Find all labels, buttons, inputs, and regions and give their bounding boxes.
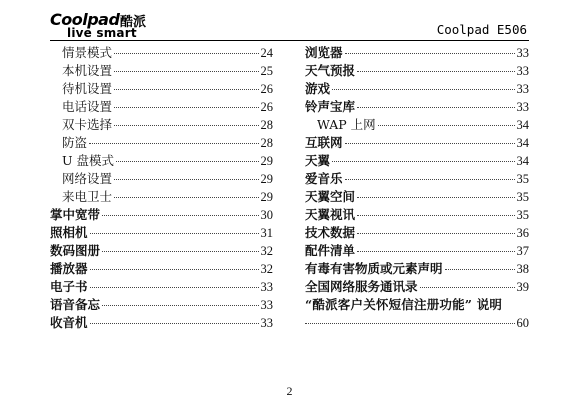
logo-tagline: live smart xyxy=(67,26,137,40)
dot-leader xyxy=(332,89,514,90)
toc-entry-page: 29 xyxy=(260,154,273,168)
toc-entry-page: 37 xyxy=(516,244,529,258)
dot-leader xyxy=(102,215,258,216)
page-header xyxy=(0,0,579,44)
toc-entry-title: 照相机 xyxy=(50,225,88,240)
dot-leader xyxy=(114,179,258,180)
toc-entry-page: 33 xyxy=(260,280,273,294)
toc-entry-title: U 盘模式 xyxy=(62,153,115,168)
toc-entry[interactable] xyxy=(50,152,273,170)
toc-entry-title: 电话设置 xyxy=(62,99,113,114)
toc-entry-page: 38 xyxy=(516,262,529,276)
toc-entry-page: 36 xyxy=(516,226,529,240)
toc-entry-title: WAP 上网 xyxy=(317,117,376,132)
dot-leader xyxy=(114,125,258,126)
dot-leader xyxy=(90,269,259,270)
toc-entry-title: 铃声宝库 xyxy=(305,99,356,114)
dot-leader xyxy=(114,197,258,198)
dot-leader xyxy=(357,197,514,198)
toc-entry-page: 31 xyxy=(260,226,273,240)
toc-entry-title: 防盗 xyxy=(62,135,88,150)
toc-entry-page: 26 xyxy=(260,100,273,114)
toc-entry[interactable] xyxy=(50,134,273,152)
toc-entry[interactable] xyxy=(50,98,273,116)
toc-entry-page: 35 xyxy=(516,172,529,186)
toc-entry-page: 33 xyxy=(516,82,529,96)
toc-entry[interactable] xyxy=(305,116,529,134)
toc-entry-title: 游戏 xyxy=(305,81,331,96)
toc-entry[interactable] xyxy=(50,260,273,278)
toc-entry-page: 34 xyxy=(516,136,529,150)
toc-entry-title: 播放器 xyxy=(50,261,88,276)
dot-leader xyxy=(378,125,515,126)
toc-entry-page: 35 xyxy=(516,208,529,222)
toc-entry-title: 双卡选择 xyxy=(62,117,113,132)
dot-leader xyxy=(357,233,514,234)
toc-entry[interactable] xyxy=(50,224,273,242)
toc-entry-page: 33 xyxy=(516,100,529,114)
dot-leader xyxy=(114,71,258,72)
toc-entry-page: 29 xyxy=(260,190,273,204)
toc-entry[interactable] xyxy=(50,188,273,206)
toc-entry-page: 25 xyxy=(260,64,273,78)
toc-entry-page: 34 xyxy=(516,154,529,168)
dot-leader xyxy=(345,179,515,180)
toc-entry[interactable] xyxy=(50,242,273,260)
toc-entry-page: 26 xyxy=(260,82,273,96)
toc-entry-page: 33 xyxy=(260,298,273,312)
toc-entry[interactable] xyxy=(305,278,529,296)
dot-leader xyxy=(116,161,258,162)
toc-entry-page: 24 xyxy=(260,46,273,60)
toc-entry[interactable] xyxy=(50,314,273,332)
toc-entry-title: 来电卫士 xyxy=(62,189,113,204)
toc-entry[interactable] xyxy=(305,44,529,62)
toc-entry[interactable] xyxy=(305,152,529,170)
toc-entry-page: 33 xyxy=(260,316,273,330)
toc-entry[interactable] xyxy=(305,134,529,152)
dot-leader xyxy=(90,233,259,234)
dot-leader xyxy=(114,53,258,54)
toc-entry[interactable] xyxy=(305,188,529,206)
toc-entry-page: 29 xyxy=(260,172,273,186)
dot-leader xyxy=(345,53,515,54)
toc-entry-title: 互联网 xyxy=(305,135,343,150)
page-number: 2 xyxy=(286,384,293,398)
logo-brand-name: Coolpad xyxy=(50,10,120,29)
toc-entry-title: 爱音乐 xyxy=(305,171,343,186)
toc-entry-title: 天翼空间 xyxy=(305,189,356,204)
toc-entry-title: “酷派客户关怀短信注册功能” 说明 xyxy=(305,297,503,312)
toc-entry-page: 35 xyxy=(516,190,529,204)
dot-leader xyxy=(102,305,258,306)
toc-entry[interactable] xyxy=(305,98,529,116)
toc-right-column xyxy=(305,44,529,332)
dot-leader xyxy=(114,89,258,90)
dot-leader xyxy=(357,251,514,252)
toc-entry-title: 天翼 xyxy=(305,153,331,168)
toc-entry-page: 60 xyxy=(516,316,529,330)
dot-leader xyxy=(357,215,514,216)
logo-brand-cn: 酷派 xyxy=(120,15,147,30)
toc-entry-title: 配件清单 xyxy=(305,243,356,258)
toc-entry-title: 网络设置 xyxy=(62,171,113,186)
toc-entry-page: 34 xyxy=(516,118,529,132)
toc-entry-title: 数码图册 xyxy=(50,243,101,258)
toc-entry-title: 本机设置 xyxy=(62,63,113,78)
toc-entry[interactable] xyxy=(50,62,273,80)
dot-leader xyxy=(345,143,515,144)
toc-entry[interactable] xyxy=(305,296,529,332)
dot-leader xyxy=(114,107,258,108)
toc-entry-title: 天气预报 xyxy=(305,63,356,78)
toc-entry-title: 语音备忘 xyxy=(50,297,101,312)
toc-entry-page: 33 xyxy=(516,46,529,60)
toc-entry-page: 30 xyxy=(260,208,273,222)
toc-entry-title: 有毒有害物质或元素声明 xyxy=(305,261,443,276)
toc-entry-title: 电子书 xyxy=(50,279,88,294)
dot-leader xyxy=(332,161,514,162)
dot-leader xyxy=(357,107,514,108)
toc-entry[interactable] xyxy=(305,206,529,224)
dot-leader xyxy=(305,323,515,324)
toc-entry-title: 情景模式 xyxy=(62,45,113,60)
toc-entry[interactable] xyxy=(50,206,273,224)
toc-entry-title: 待机设置 xyxy=(62,81,113,96)
dot-leader xyxy=(445,269,515,270)
toc-entry[interactable] xyxy=(305,224,529,242)
dot-leader xyxy=(89,143,258,144)
toc-entry[interactable] xyxy=(50,296,273,314)
toc-entry-title: 浏览器 xyxy=(305,45,343,60)
toc-entry-title: 掌中宽带 xyxy=(50,207,101,222)
toc-entry[interactable] xyxy=(50,116,273,134)
toc-entry[interactable] xyxy=(305,170,529,188)
toc-entry-page: 33 xyxy=(516,64,529,78)
model-name: Coolpad E506 xyxy=(436,22,527,37)
toc-entry[interactable] xyxy=(50,80,273,98)
toc-entry-title: 收音机 xyxy=(50,315,88,330)
toc-entry-page: 28 xyxy=(260,136,273,150)
dot-leader xyxy=(420,287,515,288)
toc-entry-page: 28 xyxy=(260,118,273,132)
toc-entry[interactable] xyxy=(305,62,529,80)
toc-entry[interactable] xyxy=(305,242,529,260)
dot-leader xyxy=(90,323,259,324)
toc-entry[interactable] xyxy=(50,44,273,62)
toc-entry[interactable] xyxy=(305,260,529,278)
toc-entry-page: 32 xyxy=(260,244,273,258)
toc-entry-page: 32 xyxy=(260,262,273,276)
dot-leader xyxy=(102,251,258,252)
toc-entry-title: 技术数据 xyxy=(305,225,356,240)
toc-entry-title: 全国网络服务通讯录 xyxy=(305,279,418,294)
toc-entry-title: 天翼视讯 xyxy=(305,207,356,222)
toc-entry[interactable] xyxy=(50,278,273,296)
header-rule xyxy=(50,40,529,41)
toc-left-column xyxy=(50,44,273,332)
toc-entry[interactable] xyxy=(305,80,529,98)
dot-leader xyxy=(357,71,514,72)
toc-entry[interactable] xyxy=(50,170,273,188)
coolpad-logo xyxy=(50,10,162,40)
dot-leader xyxy=(90,287,259,288)
toc-entry-page: 39 xyxy=(516,280,529,294)
